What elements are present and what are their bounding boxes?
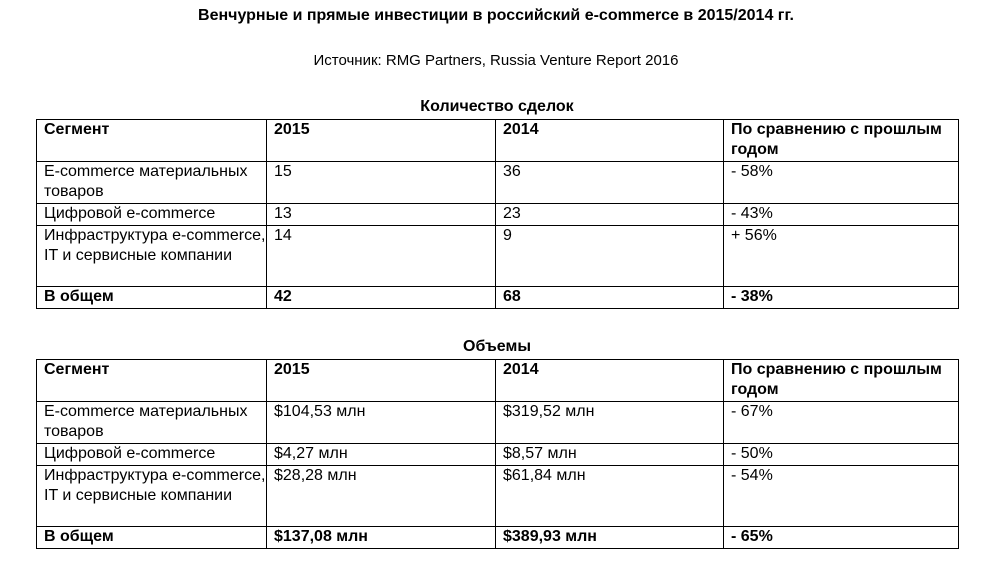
column-header-segment: Сегмент (37, 360, 267, 402)
change-cell: - 43% (724, 204, 959, 226)
deals-table (36, 119, 959, 309)
change-cell: + 56% (724, 226, 959, 287)
column-header-2014: 2014 (496, 360, 724, 402)
total-2014-cell: 68 (496, 287, 724, 309)
total-label-cell: В общем (37, 527, 267, 549)
change-cell: - 50% (724, 444, 959, 466)
segment-cell: Инфраструктура e-commerce, IT и сервисные компании (37, 466, 267, 527)
column-header-change: По сравнению с прошлым годом (724, 120, 959, 162)
total-label-cell: В общем (37, 287, 267, 309)
table-total-row (37, 287, 959, 309)
column-header-2015: 2015 (267, 360, 496, 402)
value-2015-cell: $104,53 млн (267, 402, 496, 444)
value-2014-cell: 23 (496, 204, 724, 226)
table-row (37, 402, 959, 444)
column-header-2014: 2014 (496, 120, 724, 162)
value-2015-cell: 13 (267, 204, 496, 226)
table-header-row (37, 360, 959, 402)
deals-table-caption: Количество сделок (420, 98, 574, 115)
value-2014-cell: $319,52 млн (496, 402, 724, 444)
segment-cell: E-commerce материальных товаров (37, 402, 267, 444)
table-row (37, 204, 959, 226)
change-cell: - 58% (724, 162, 959, 204)
table-row (37, 162, 959, 204)
segment-cell: Инфраструктура e-commerce, IT и сервисные компании (37, 226, 267, 287)
column-header-segment: Сегмент (37, 120, 267, 162)
total-2014-cell: $389,93 млн (496, 527, 724, 549)
column-header-2015: 2015 (267, 120, 496, 162)
column-header-change: По сравнению с прошлым годом (724, 360, 959, 402)
total-2015-cell: $137,08 млн (267, 527, 496, 549)
change-cell: - 67% (724, 402, 959, 444)
value-2015-cell: $28,28 млн (267, 466, 496, 527)
value-2015-cell: 15 (267, 162, 496, 204)
source-note: Источник: RMG Partners, Russia Venture Report 2016 (313, 52, 679, 69)
table-total-row (37, 527, 959, 549)
total-change-cell: - 38% (724, 287, 959, 309)
table-row (37, 444, 959, 466)
volumes-table-caption: Объемы (463, 338, 531, 355)
segment-cell: Цифровой e-commerce (37, 444, 267, 466)
value-2015-cell: $4,27 млн (267, 444, 496, 466)
value-2015-cell: 14 (267, 226, 496, 287)
volumes-table (36, 359, 959, 549)
segment-cell: E-commerce материальных товаров (37, 162, 267, 204)
change-cell: - 54% (724, 466, 959, 527)
table-header-row (37, 120, 959, 162)
table-row (37, 226, 959, 287)
segment-cell: Цифровой e-commerce (37, 204, 267, 226)
table-row (37, 466, 959, 527)
total-2015-cell: 42 (267, 287, 496, 309)
value-2014-cell: 9 (496, 226, 724, 287)
document-title: Венчурные и прямые инвестиции в российский e-commerce в 2015/2014 гг. (198, 7, 794, 24)
value-2014-cell: $8,57 млн (496, 444, 724, 466)
value-2014-cell: $61,84 млн (496, 466, 724, 527)
total-change-cell: - 65% (724, 527, 959, 549)
value-2014-cell: 36 (496, 162, 724, 204)
